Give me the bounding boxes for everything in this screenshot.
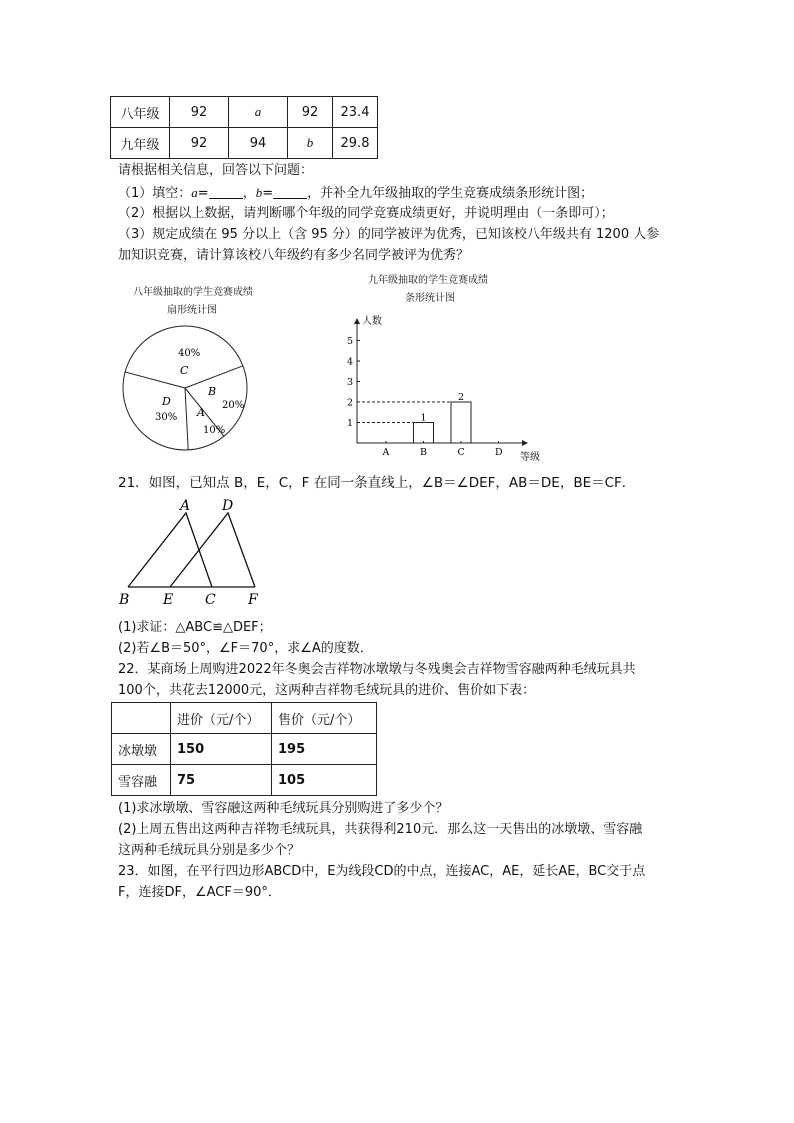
table-cell: a xyxy=(229,97,288,128)
pie-label-a: A xyxy=(197,406,205,419)
table-cell: 23.4 xyxy=(333,97,378,128)
q23-line1: 23．如图，在平行四边形ABCD中，E为线段CD的中点，连接AC，AE，延长AE，BC交于点 xyxy=(118,864,646,879)
y-tick-label: 3 xyxy=(347,377,354,388)
blank-b[interactable] xyxy=(273,186,307,199)
comma: ， xyxy=(242,186,256,201)
q22-part2-line1: (2)上周五售出这两种吉祥物毛绒玩具，共获得利210元．那么这一天售出的冰墩墩、雪容融 xyxy=(118,822,643,837)
q20-part3-line1: （3）规定成绩在 95 分以上（含 95 分）的同学被评为优秀，已知该校八年级共有 1200 人参 xyxy=(118,227,660,242)
q21-part2: (2)若∠B＝50°，∠F＝70°，求∠A的度数． xyxy=(118,641,373,656)
table-cell: 八年级 xyxy=(111,97,170,128)
table-row xyxy=(112,765,377,796)
table-cell: 195 xyxy=(272,734,377,765)
bar xyxy=(451,402,471,443)
q20-part1-prefix: （1）填空： xyxy=(118,186,192,201)
point-d-label: D xyxy=(222,498,234,514)
pie-slice-boundary xyxy=(185,388,188,450)
pie-pct-d: 30% xyxy=(155,412,178,423)
q22-line2: 100个，共花去12000元，这两种吉祥物毛绒玩具的进价、售价如下表： xyxy=(118,683,536,698)
blank-a[interactable] xyxy=(209,186,243,199)
y-axis-label: 人数 xyxy=(362,316,382,327)
q20-part2: （2）根据以上数据，请判断哪个年级的同学竞赛成绩更好，并说明理由（一条即可）； xyxy=(118,206,614,221)
y-tick-label: 1 xyxy=(347,418,354,429)
pie-label-b: B xyxy=(208,385,217,398)
table-cell: 75 xyxy=(171,765,272,796)
table-row xyxy=(112,703,377,734)
var-b: b xyxy=(255,185,263,200)
table-cell: 雪容融 xyxy=(112,765,171,796)
var-a: a xyxy=(191,185,198,200)
triangle-figure xyxy=(115,497,275,609)
table-header-cell: 售价（元/个） xyxy=(272,703,377,734)
bar-value-label: 2 xyxy=(458,392,465,403)
triangle-def xyxy=(170,513,255,587)
point-e-label: E xyxy=(163,592,174,608)
table-cell: 105 xyxy=(272,765,377,796)
q22-line1: 22．某商场上周购进2022年冬奥会吉祥物冰墩墩与冬残奥会吉祥物雪容融两种毛绒玩具共 xyxy=(118,662,636,677)
table-cell: 94 xyxy=(229,128,288,159)
table-row xyxy=(111,97,378,128)
q22-part1: (1)求冰墩墩、雪容融这两种毛绒玩具分别购进了多少个？ xyxy=(118,801,449,816)
q20-intro: 请根据相关信息，回答以下问题： xyxy=(118,163,314,178)
bar-title: 九年级抽取的学生竞赛成绩 xyxy=(368,275,488,286)
x-axis-label: 等级 xyxy=(520,452,540,463)
grade-stats-table xyxy=(110,96,378,159)
pie-pct-c: 40% xyxy=(178,348,201,359)
q20-part1 xyxy=(118,184,593,203)
table-cell: 92 xyxy=(288,97,333,128)
y-tick-label: 5 xyxy=(347,336,354,347)
q20-part3-line2: 加知识竞赛，请计算该校八年级约有多少名同学被评为优秀？ xyxy=(118,248,470,263)
q21-part1: (1)求证：△ABC≌△DEF； xyxy=(118,620,272,635)
table-row xyxy=(111,128,378,159)
table-cell: 29.8 xyxy=(333,128,378,159)
table-cell: 92 xyxy=(170,97,229,128)
equals-sign: = xyxy=(262,186,274,201)
x-tick-label: A xyxy=(382,447,390,458)
bar-chart xyxy=(330,310,560,465)
pie-pct-a: 10% xyxy=(203,425,226,436)
pie-slice-boundary xyxy=(125,372,185,388)
table-cell: 150 xyxy=(171,734,272,765)
y-tick-label: 4 xyxy=(347,356,354,368)
price-table xyxy=(111,702,377,796)
point-f-label: F xyxy=(248,592,258,608)
q23-line2: F，连接DF，∠ACF＝90°． xyxy=(118,885,281,900)
point-b-label: B xyxy=(119,592,130,608)
pie-chart xyxy=(110,318,270,468)
pie-pct-b: 20% xyxy=(222,400,245,411)
y-tick-label: 2 xyxy=(347,397,354,409)
pie-label-c: C xyxy=(180,364,189,377)
point-c-label: C xyxy=(205,592,216,608)
pie-subtitle: 扇形统计图 xyxy=(167,305,217,316)
bar-subtitle: 条形统计图 xyxy=(405,293,455,304)
bar-value-label: 1 xyxy=(420,412,427,424)
table-cell: 92 xyxy=(170,128,229,159)
q21-text: 21．如图，已知点 B，E，C，F 在同一条直线上，∠B＝∠DEF，AB＝DE，BE＝CF． xyxy=(118,475,636,491)
x-tick-label: D xyxy=(495,447,503,458)
table-header-cell xyxy=(112,703,171,734)
q20-part1-suffix: ，并补全九年级抽取的学生竞赛成绩条形统计图； xyxy=(307,186,594,201)
x-tick-label: C xyxy=(457,447,465,458)
point-a-label: A xyxy=(180,498,191,514)
table-cell: b xyxy=(288,128,333,159)
table-cell: 九年级 xyxy=(111,128,170,159)
pie-title: 八年级抽取的学生竞赛成绩 xyxy=(133,287,253,298)
q22-part2-line2: 这两种毛绒玩具分别是多少个？ xyxy=(118,843,301,858)
x-tick-label: B xyxy=(420,447,427,458)
table-row xyxy=(112,734,377,765)
pie-label-d: D xyxy=(162,395,171,408)
equals-sign: = xyxy=(197,186,209,201)
bar xyxy=(414,423,434,444)
table-cell: 冰墩墩 xyxy=(112,734,171,765)
table-header-cell: 进价（元/个） xyxy=(171,703,272,734)
